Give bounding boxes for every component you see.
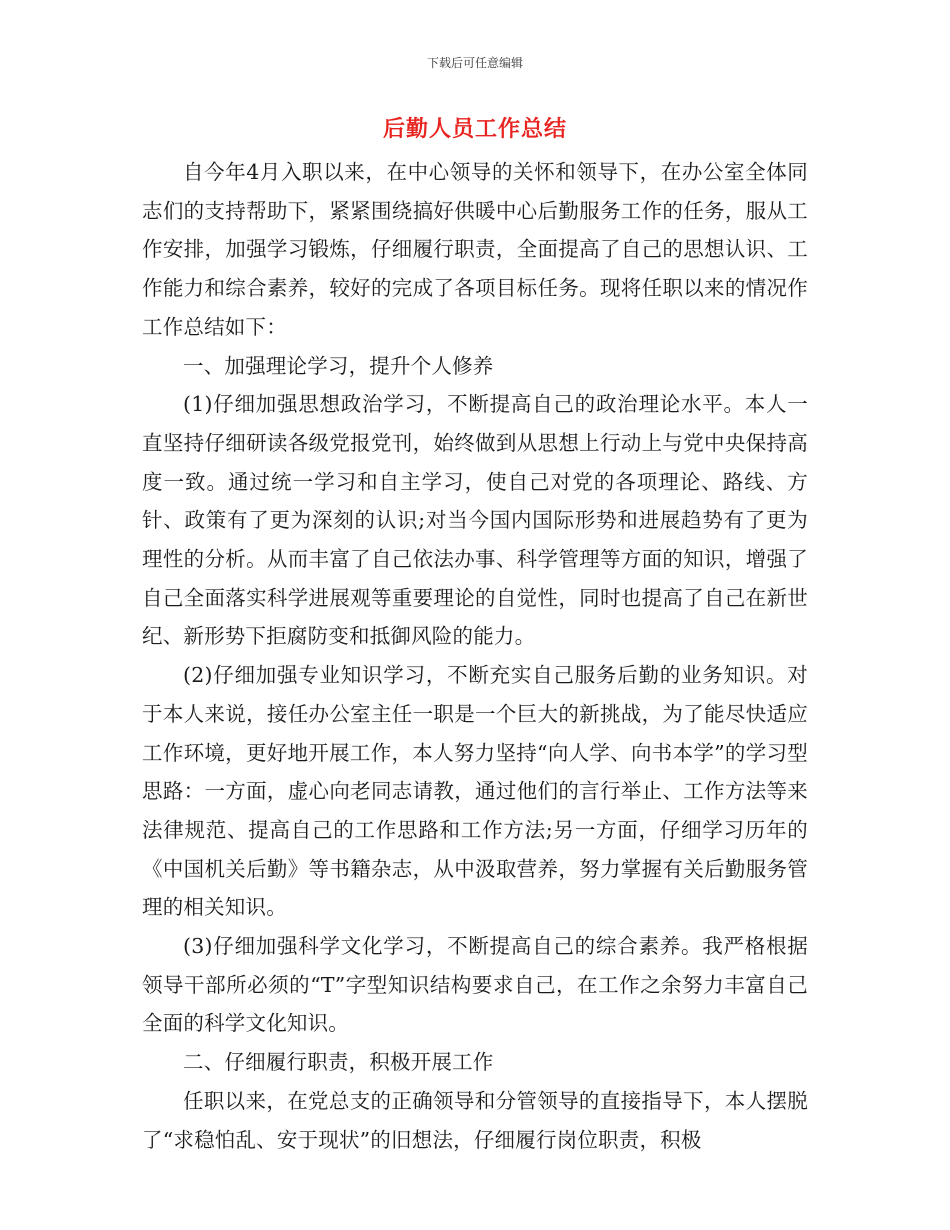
section-heading-1: 一、加强理论学习，提升个人修养	[183, 353, 494, 378]
paragraph-item-1: (1)仔细加强思想政治学习，不断提高自己的政治理论水平。本人一直坚持仔细研读各级党报党刊，始终做到从思想上行动上与党中央保持高度一致。通过统一学习和自主学习，使自己对党的各项理论、路线、方针、政策有了更为深刻的认识;对当今国内国际形势和进展趋势有了更为理性的分析。从而丰富了自己依法办事、科学管理等方面的知识，增强了自己全面落实科学进展观等重要理论的自觉性，同时也提高了自己在新世纪、新形势下拒腐防变和抵御风险的能力。	[142, 392, 808, 649]
paragraph-item-2: (2)仔细加强专业知识学习，不断充实自己服务后勤的业务知识。对于本人来说，接任办公室主任一职是一个巨大的新挑战，为了能尽快适应工作环境，更好地开展工作，本人努力坚持“向人学、向书本学”的学习型思路：一方面，虚心向老同志请教，通过他们的言行举止、工作方法等来法律规范、提高自己的工作思路和工作方法;另一方面，仔细学习历年的《中国机关后勤》等书籍杂志，从中汲取营养，努力掌握有关后勤服务管理的相关知识。	[142, 663, 808, 920]
header-note: 下载后可任意编辑	[426, 56, 523, 70]
section-heading-2: 二、仔细履行职责，积极开展工作	[183, 1050, 494, 1075]
paragraph-item-3: (3)仔细加强科学文化学习，不断提高自己的综合素养。我严格根据领导干部所必须的“T”字型知识结构要求自己，在工作之余努力丰富自己全面的科学文化知识。	[142, 934, 808, 1036]
document-title: 后勤人员工作总结	[382, 117, 567, 142]
document-body	[142, 153, 808, 1159]
paragraph-section-2: 任职以来，在党总支的正确领导和分管领导的直接指导下，本人摆脱了“求稳怕乱、安于现状”的旧想法，仔细履行岗位职责，积极	[142, 1088, 808, 1152]
paragraph-intro: 自今年4月入职以来，在中心领导的关怀和领导下，在办公室全体同志们的支持帮助下，紧紧围绕搞好供暖中心后勤服务工作的任务，服从工作安排，加强学习锻炼，仔细履行职责，全面提高了自己的思想认识、工作能力和综合素养，较好的完成了各项目标任务。现将任职以来的情况作工作总结如下：	[142, 160, 808, 339]
